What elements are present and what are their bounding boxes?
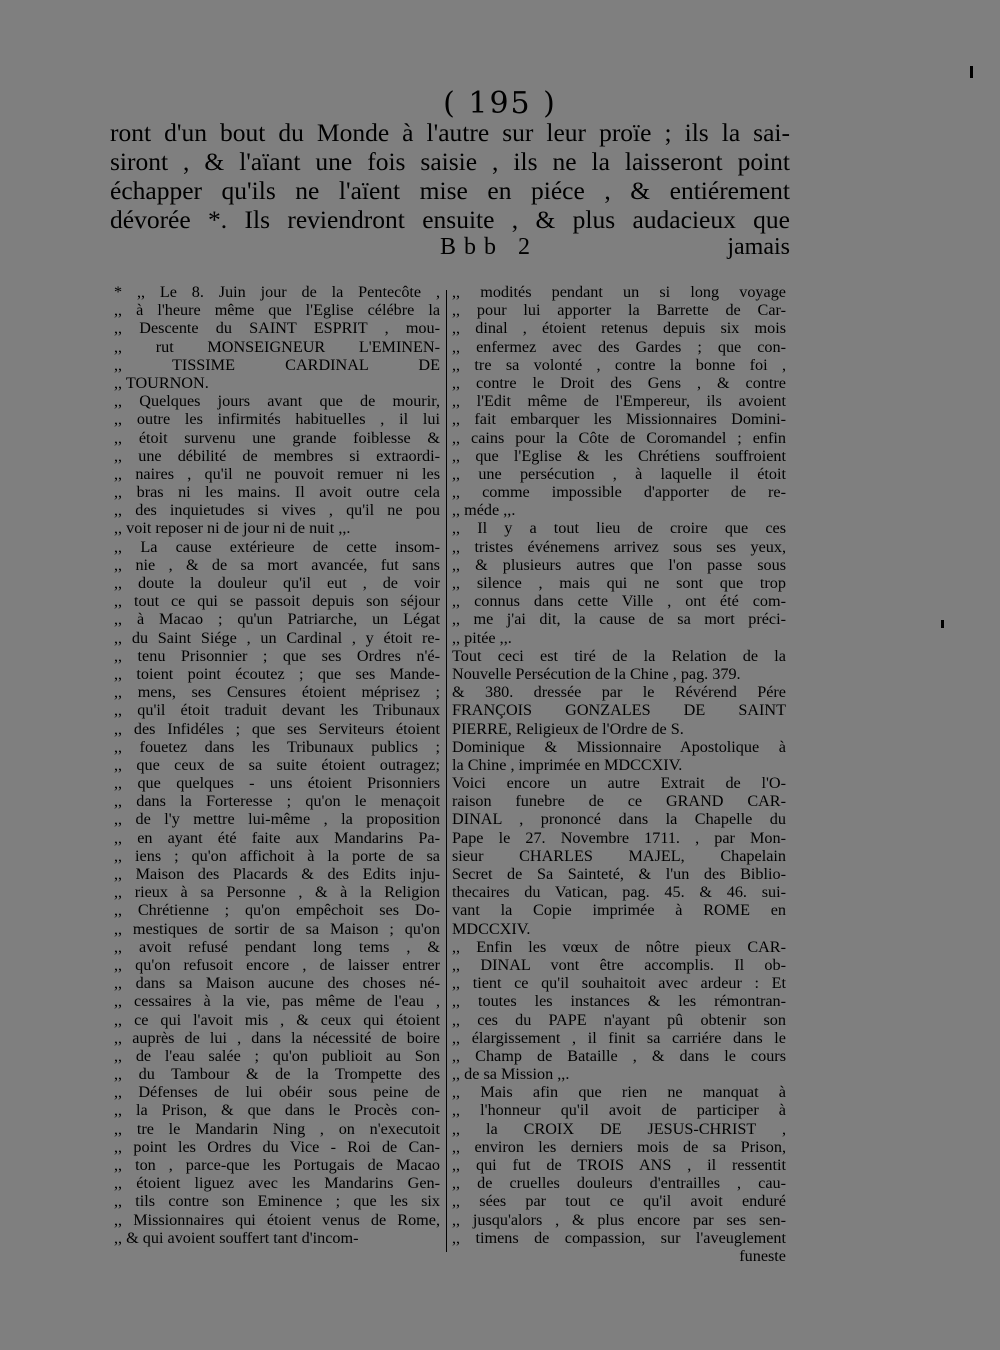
footnote-line: ,, de l'eau salée ; qu'on publioit au Son xyxy=(114,1046,440,1065)
footnote-line: ,, que quelques - uns étoient Prisonniers xyxy=(114,774,440,793)
footnote-line: ,, Descente du SAINT ESPRIT , mou- xyxy=(114,319,440,338)
footnote-line: ,, rut MONSEIGNEUR L'EMINEN- xyxy=(114,337,440,356)
footnote-line: ,, méde ,,. xyxy=(452,501,516,520)
signature-mark: Bbb 2 xyxy=(440,234,539,260)
footnote-line: ,, du Saint Siége , un Cardinal , y étoit re- xyxy=(114,628,440,647)
footnote-line: ,, Défenses de lui obéir sous peine de xyxy=(114,1083,440,1102)
footnote-line: ,, une persécution , à laquelle il étoit xyxy=(452,464,786,483)
footnote-line: ,, une débilité de membres si extraordi- xyxy=(114,446,440,465)
footnote-line: ,, contre le Droit des Gens , & contre xyxy=(452,373,786,392)
footnote-line: ,, TISSIME CARDINAL DE xyxy=(114,355,440,374)
footnote-line: ,, toient point écoutez ; que ses Mande- xyxy=(114,664,440,683)
footnote-line: ,, modités pendant un si long voyage xyxy=(452,283,786,301)
footnote-line: ,, mestiques de sortir de sa Maison ; qu'on xyxy=(114,919,440,938)
footnote-line: ,, TOURNON. xyxy=(114,373,209,392)
footnote-right-column xyxy=(452,283,786,1265)
footnote-line: ,, cains pour la Côte de Coromandel ; enfin xyxy=(452,428,786,447)
footnote-line: ,, jusqu'alors , & plus encore par ses sen- xyxy=(452,1210,786,1229)
footnote-line: ,, comme impossible d'apporter de re- xyxy=(452,483,786,502)
footnote-line: ,, ces du PAPE n'ayant pû obtenir son xyxy=(452,1010,786,1029)
footnote-line: ,, en ayant été faite aux Mandarins Pa- xyxy=(114,828,440,847)
footnote-line: ,, ton , parce-que les Portugais de Macao xyxy=(114,1156,440,1174)
footnote-line: PIERRE, Religieux de l'Ordre de S. xyxy=(452,719,684,738)
footnote-line: Pape le 27. Novembre 1711. , par Mon- xyxy=(452,828,786,847)
footnote-line: ,, outre les infirmités habituelles , il lui xyxy=(114,410,440,429)
footnote-line: ,, de cruelles douleurs d'entrailles , cau- xyxy=(452,1174,786,1193)
footnote-line: ,, dinal , étoient retenus depuis six mois xyxy=(452,319,786,338)
footnote-line: ,, mens, ses Censures étoient méprisez ; xyxy=(114,683,440,702)
footnote-line: ,, timens de compassion, sur l'aveuglement xyxy=(452,1228,786,1247)
footnote-line: ,, tient ce qu'il souhaitoit avec ardeur : Et xyxy=(452,974,786,993)
footnote-line: ,, voit reposer ni de jour ni de nuit ,,. xyxy=(114,519,351,538)
footnote-line: ,, Missionnaires qui étoient venus de Rome, xyxy=(114,1210,440,1229)
footnote-line: ,, sées par tout ce qu'il avoit enduré xyxy=(452,1192,786,1211)
footnote-line: ,, dans sa Maison aucune des choses né- xyxy=(114,974,440,993)
footnote-line: MDCCXIV. xyxy=(452,919,531,938)
signature-row xyxy=(110,234,790,264)
footnote-line: ,, bras ni les mains. Il avoit outre cela xyxy=(114,483,440,502)
page-speck xyxy=(970,66,973,78)
footnote-line: ,, Champ de Bataille , & dans le cours xyxy=(452,1046,786,1065)
footnote-line: ,, qui fut de TROIS ANS , il ressentit xyxy=(452,1156,786,1174)
footnote-line: ,, l'honneur qu'il avoit de participer à xyxy=(452,1101,786,1120)
main-text xyxy=(110,118,790,234)
footnote-line: ,, me j'ai dit, la cause de sa mort préci- xyxy=(452,610,786,629)
footnote-line: ,, que ceux de sa suite étoient outragez; xyxy=(114,755,440,774)
footnote-line: ,, toutes les instances & les rémontran- xyxy=(452,992,786,1011)
footnote-line: ,, tils contre son Eminence ; que les six xyxy=(114,1192,440,1211)
catchword: jamais xyxy=(727,234,790,260)
footnote-line: ,, avoit refusé pendant long tems , & xyxy=(114,937,440,956)
footnote-line: Secret de Sa Sainteté, & l'un des Biblio- xyxy=(452,865,786,883)
footnote-line: ,, des inquietudes si vives , qu'il ne pou xyxy=(114,501,440,520)
page-number: ( 195 ) xyxy=(443,86,557,121)
footnote-line: ,, à l'heure même que l'Eglise célébre la xyxy=(114,301,440,320)
footnote-line: ,, ce qui l'avoit mis , & ceux qui étoient xyxy=(114,1010,440,1029)
footnote-line: ,, qu'on refusoit encore , de laisser entrer xyxy=(114,955,440,974)
page-speck xyxy=(941,620,944,628)
footnote-line: ,, doute la douleur qu'il eut , de voir xyxy=(114,574,440,592)
footnote-line: ,, à Macao ; qu'un Patriarche, un Légat xyxy=(114,610,440,629)
footnote-line: ,, & qui avoient souffert tant d'incom- xyxy=(114,1228,359,1247)
footnote-line: ,, tout ce qui se passoit depuis son séjour xyxy=(114,592,440,611)
footnote-line: ,, connus dans cette Ville , ont été com- xyxy=(452,592,786,611)
footnote-line: ,, auprès de lui , dans la nécessité de boire xyxy=(114,1028,440,1047)
footnote-line: ,, iens ; qu'on affichoit à la porte de sa xyxy=(114,846,440,865)
footnote-line: ,, l'Edit même de l'Empereur, ils avoient xyxy=(452,392,786,411)
footnote-line: ,, la CROIX DE JESUS-CHRIST , xyxy=(452,1119,786,1138)
footnote-left-column xyxy=(114,283,440,1247)
footnote-line: ,, naires , qu'il ne pouvoit remuer ni les xyxy=(114,464,440,483)
footnote-line: * ,, Le 8. Juin jour de la Pentecôte , xyxy=(114,283,440,301)
footnote-line: ,, élargissement , il finit sa carriére dans le xyxy=(452,1028,786,1047)
footnote-line: ,, rieux à sa Personne , & à la Religion xyxy=(114,883,440,902)
footnote-line: ,, tenu Prisonnier ; que ses Ordres n'é- xyxy=(114,646,440,665)
footnote-line: ,, DINAL vont être accomplis. Il ob- xyxy=(452,955,786,974)
footnote-line: ,, dans la Forteresse ; qu'on le menaçoit xyxy=(114,792,440,811)
footnote-line: ,, tristes événemens arrivez sous ses yeux, xyxy=(452,537,786,556)
footnote-line: DINAL , prononcé dans la Chapelle du xyxy=(452,810,786,829)
footnote-line: ,, point les Ordres du Vice - Roi de Can- xyxy=(114,1137,440,1156)
footnote-line: ,, pour lui apporter la Barrette de Car- xyxy=(452,301,786,320)
footnote-line: ,, étoit survenu une grande foiblesse & xyxy=(114,428,440,447)
main-text-line: dévorée *. Ils reviendront ensuite , & plus audacieux que xyxy=(110,205,790,234)
footnote-line: ,, & plusieurs autres que l'on passe sous xyxy=(452,555,786,574)
footnote-line: ,, de sa Mission ,,. xyxy=(452,1065,570,1084)
footnote-line: Nouvelle Persécution de la Chine , pag. 379. xyxy=(452,664,741,683)
footnote-line: ,, de l'y mettre lui-même , la proposition xyxy=(114,810,440,829)
footnote-line: ,, silence , mais qui ne sont que trop xyxy=(452,574,786,592)
footnote-line: ,, fouetez dans les Tribunaux publics ; xyxy=(114,737,440,756)
footnote-line: & 380. dressée par le Révérend Pére xyxy=(452,683,786,702)
footnote-line: Dominique & Missionnaire Apostolique à xyxy=(452,737,786,756)
footnote-line: ,, Mais afin que rien ne manquat à xyxy=(452,1083,786,1102)
main-text-line: ront d'un bout du Monde à l'autre sur leur proïe ; ils la sai- xyxy=(110,118,790,147)
footnote-line: ,, nie , & de sa mort avancée, fut sans xyxy=(114,555,440,574)
main-text-line: échapper qu'ils ne l'aïent mise en piéce , & entiérement xyxy=(110,176,790,205)
footnote-line: Voici encore un autre Extrait de l'O- xyxy=(452,774,786,793)
footnote-line: ,, cessaires à la vie, pas même de l'eau , xyxy=(114,992,440,1011)
footnote-line: sieur CHARLES MAJEL, Chapelain xyxy=(452,846,786,865)
footnote-line: ,, étoient liguez avec les Mandarins Gen- xyxy=(114,1174,440,1193)
footnote-line: ,, Quelques jours avant que de mourir, xyxy=(114,392,440,411)
footnote-line: ,, pitée ,,. xyxy=(452,628,512,647)
footnote-line: ,, Chrétienne ; qu'on empêchoit ses Do- xyxy=(114,901,440,920)
footnote-line: ,, fait embarquer les Missionnaires Domini- xyxy=(452,410,786,429)
footnote-line: ,, tre le Mandarin Ning , on n'executoit xyxy=(114,1119,440,1138)
footnote-line: Tout ceci est tiré de la Relation de la xyxy=(452,646,786,665)
footnote-line: vant la Copie imprimée à ROME en xyxy=(452,901,786,920)
footnote-line: la Chine , imprimée en MDCCXIV. xyxy=(452,755,683,774)
footnote-line: thecaires du Vatican, pag. 45. & 46. sui- xyxy=(452,883,786,902)
footnote-line: ,, que l'Eglise & les Chrétiens souffroient xyxy=(452,446,786,465)
footnote-line: ,, La cause extérieure de cette insom- xyxy=(114,537,440,556)
footnote-line: ,, environ les derniers mois de sa Prison, xyxy=(452,1137,786,1156)
footnote-line: FRANÇOIS GONZALES DE SAINT xyxy=(452,701,786,720)
footnote-line: ,, la Prison, & que dans le Procès con- xyxy=(114,1101,440,1120)
footnote-line: funeste xyxy=(739,1246,786,1265)
footnote-line: ,, enfermez avec des Gardes ; que con- xyxy=(452,337,786,356)
column-divider xyxy=(446,290,447,1252)
footnote-line: ,, tre sa volonté , contre la bonne foi , xyxy=(452,355,786,374)
footnote-line: ,, des Infidéles ; que ses Serviteurs étoient xyxy=(114,719,440,738)
main-text-line: siront , & l'aïant une fois saisie , ils ne la laisseront point xyxy=(110,147,790,176)
footnote-line: ,, qu'il étoit traduit devant les Tribunaux xyxy=(114,701,440,720)
footnote-line: ,, Maison des Placards & des Edits inju- xyxy=(114,865,440,883)
footnote-line: ,, Il y a tout lieu de croire que ces xyxy=(452,519,786,538)
footnote-line: raison funebre de ce GRAND CAR- xyxy=(452,792,786,811)
footnote-line: ,, du Tambour & de la Trompette des xyxy=(114,1065,440,1084)
footnote-line: ,, Enfin les vœux de nôtre pieux CAR- xyxy=(452,937,786,956)
